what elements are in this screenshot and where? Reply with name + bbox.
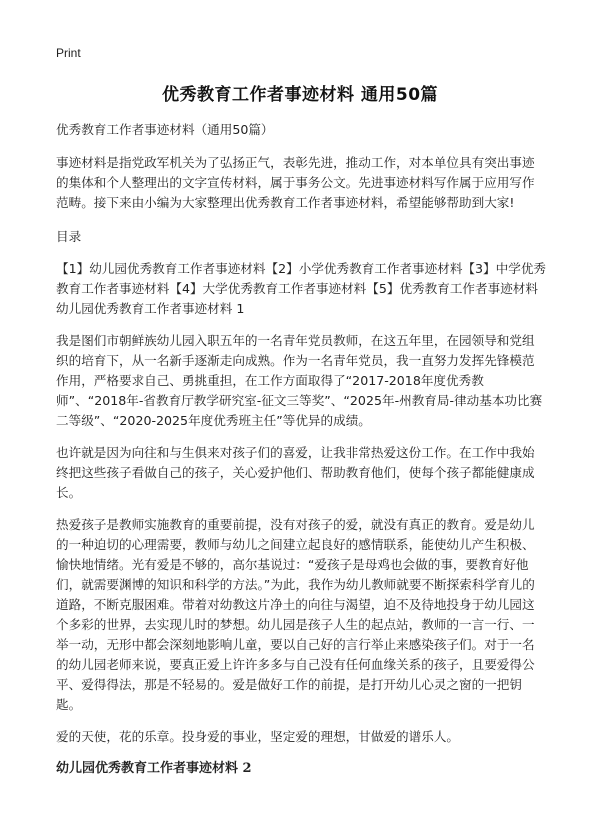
page-title: 优秀教育工作者事迹材料 通用50篇 [161,85,439,105]
body-paragraph: 热爱孩子是教师实施教育的重要前提，没有对孩子的爱，就没有真正的教育。爱是幼儿的一种迫切的心理需要，教师与幼儿之间建立起良好的感情联系，能使幼儿产生积极、愉快地情绪。光有爱是不够的，高尔基说过：“爱孩子是母鸡也会做的事，要教育好他们，就需要渊博的知识和科学的方法。”为此，我作为幼儿教师就要不断探索科学育儿的道路，不断克服困难。带着对幼教这片净土的向往与渴望，迫不及待地投身于幼儿园这个多彩的世界，去实现儿时的梦想。幼儿园是孩子人生的起点站，教师的一言一行、一举一动，无形中都会深刻地影响儿童，要以自己好的言行举止来感染孩子们。对于一名的幼儿园老师来说，要真正爱上许许多多与自己没有任何血缘关系的孩子，且要爱得公平、爱得得法，那是不轻易的。爱是做好工作的前提，是打开幼儿心灵之窗的一把钥匙。 [56,517,535,712]
body-paragraph: 我是图们市朝鲜族幼儿园入职五年的一名青年党员教师，在这五年里，在园领导和党组织的培育下，从一名新手逐渐走向成熟。作为一名青年党员，我一直努力发挥先锋模范作用，严格要求自己、勇挑重担，在工作方面取得了“2017-2018年度优秀教师”、“2018年-省教育厅教学研究室-征文三等奖”、“2025年-州教育局-律动基本功比赛二等级”、“2020-2025年度优秀班主任”等优异的成绩。 [56,333,543,428]
toc-heading: 目录 [56,229,82,244]
document-subtitle: 优秀教育工作者事迹材料（通用50篇） [56,122,274,137]
intro-paragraph: 事迹材料是指党政军机关为了弘扬正气，表彰先进，推动工作，对本单位具有突出事迹的集体和个人整理出的文字宣传材料，属于事务公文。先进事迹材料写作属于应用写作范畴。接下来由小编为大家整理出优秀教育工作者事迹材料，希望能够帮助到大家! [56,155,535,210]
document-body [56,120,546,779]
body-paragraph: 爱的天使，花的乐章。投身爱的事业，坚定爱的理想，甘做爱的谱乐人。 [56,729,459,744]
section-heading: 幼儿园优秀教育工作者事迹材料 2 [56,761,252,776]
body-paragraph: 也许就是因为向往和与生俱来对孩子们的喜爱，让我非常热爱这份工作。在工作中我始终把这些孩子看做自己的孩子，关心爱护他们、帮助教育他们，使每个孩子都能健康成长。 [56,445,535,500]
print-link[interactable]: Print [56,46,81,60]
table-of-contents: 【1】幼儿园优秀教育工作者事迹材料【2】小学优秀教育工作者事迹材料【3】中学优秀教育工作者事迹材料【4】大学优秀教育工作者事迹材料【5】优秀教育工作者事迹材料幼儿园优秀教育工作者事迹材料 1 [56,261,547,316]
